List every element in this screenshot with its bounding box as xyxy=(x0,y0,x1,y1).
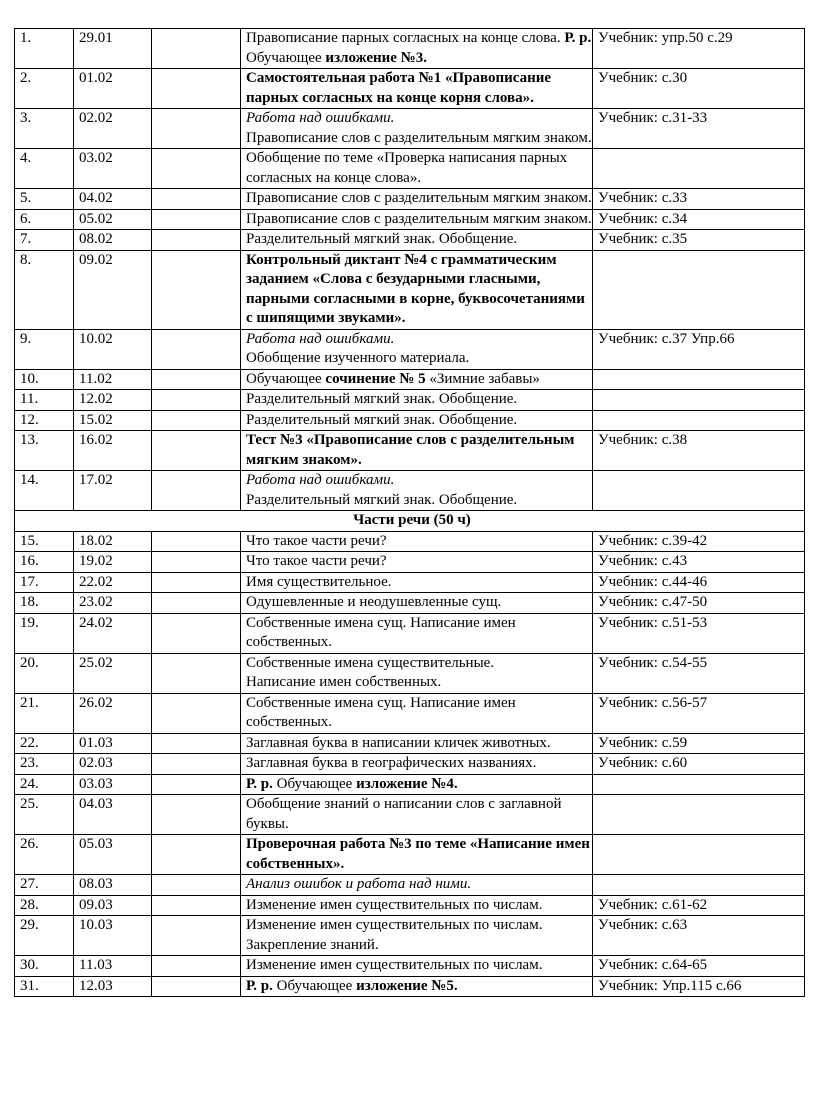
lesson-number: 12. xyxy=(15,410,74,431)
table-row xyxy=(15,149,805,189)
table-row xyxy=(15,189,805,210)
empty-cell xyxy=(152,149,241,189)
homework: Учебник: с.51-53 xyxy=(593,613,805,653)
empty-cell xyxy=(152,209,241,230)
lesson-date: 18.02 xyxy=(74,531,152,552)
table-row xyxy=(15,390,805,411)
homework: Учебник: с.44-46 xyxy=(593,572,805,593)
topic-line xyxy=(246,795,592,834)
lesson-number: 20. xyxy=(15,653,74,693)
lesson-topic xyxy=(241,390,593,411)
topic-text: Собственные имена сущ. Написание имен собственных. xyxy=(246,614,516,650)
topic-line xyxy=(246,754,592,774)
lesson-topic xyxy=(241,189,593,210)
topic-text: Закрепление знаний. xyxy=(246,936,379,953)
lesson-number: 24. xyxy=(15,774,74,795)
lesson-date: 16.02 xyxy=(74,431,152,471)
lesson-date: 12.03 xyxy=(74,976,152,997)
lesson-date: 05.03 xyxy=(74,835,152,875)
topic-text: Самостоятельная работа №1 «Правописание парных согласных на конце корня слова». xyxy=(246,70,552,106)
topic-text: Тест №3 «Правописание слов с разделительным мягким знаком». xyxy=(246,432,575,468)
topic-text: сочинение № 5 xyxy=(325,370,426,387)
lesson-topic xyxy=(241,471,593,511)
empty-cell xyxy=(152,250,241,329)
lesson-date: 01.02 xyxy=(74,69,152,109)
homework: Учебник: с.37 Упр.66 xyxy=(593,329,805,369)
table-row xyxy=(15,552,805,573)
lesson-date: 04.02 xyxy=(74,189,152,210)
empty-cell xyxy=(152,795,241,835)
topic-text: Разделительный мягкий знак. Обобщение. xyxy=(246,491,518,508)
lesson-topic xyxy=(241,653,593,693)
lesson-topic xyxy=(241,895,593,916)
lesson-number: 30. xyxy=(15,956,74,977)
lesson-date: 04.03 xyxy=(74,795,152,835)
empty-cell xyxy=(152,531,241,552)
table-row xyxy=(15,754,805,775)
topic-line xyxy=(246,573,592,593)
lesson-topic xyxy=(241,875,593,896)
topic-line xyxy=(246,129,592,149)
lesson-date: 29.01 xyxy=(74,29,152,69)
table-row xyxy=(15,329,805,369)
table-row xyxy=(15,733,805,754)
topic-text: Р. р. xyxy=(564,30,592,46)
homework: Учебник: с.33 xyxy=(593,189,805,210)
topic-line xyxy=(246,230,592,250)
lesson-date: 25.02 xyxy=(74,653,152,693)
lesson-topic xyxy=(241,613,593,653)
lesson-topic xyxy=(241,976,593,997)
homework: Учебник: с.54-55 xyxy=(593,653,805,693)
topic-line xyxy=(246,471,592,491)
empty-cell xyxy=(152,390,241,411)
homework xyxy=(593,390,805,411)
table-row xyxy=(15,29,805,69)
lesson-topic xyxy=(241,109,593,149)
lesson-date: 19.02 xyxy=(74,552,152,573)
topic-line xyxy=(246,411,592,431)
topic-line xyxy=(246,654,592,674)
table-row xyxy=(15,693,805,733)
lesson-number: 15. xyxy=(15,531,74,552)
homework xyxy=(593,149,805,189)
section-row xyxy=(15,511,805,532)
topic-line xyxy=(246,835,592,874)
empty-cell xyxy=(152,109,241,149)
lesson-date: 02.03 xyxy=(74,754,152,775)
empty-cell xyxy=(152,69,241,109)
topic-text: Работа над ошибками. xyxy=(246,110,395,126)
lesson-date: 24.02 xyxy=(74,613,152,653)
homework: Учебник: с.47-50 xyxy=(593,593,805,614)
homework: Учебник: с.59 xyxy=(593,733,805,754)
empty-cell xyxy=(152,593,241,614)
table-row xyxy=(15,774,805,795)
topic-text: Изменение имен существительных по числам. xyxy=(246,957,543,973)
lesson-topic xyxy=(241,774,593,795)
homework: Учебник: с.43 xyxy=(593,552,805,573)
empty-cell xyxy=(152,329,241,369)
homework xyxy=(593,875,805,896)
lesson-date: 26.02 xyxy=(74,693,152,733)
lesson-date: 12.02 xyxy=(74,390,152,411)
homework xyxy=(593,774,805,795)
topic-text: Правописание слов с разделительным мягким знаком. xyxy=(246,210,592,227)
table-row xyxy=(15,250,805,329)
lesson-topic xyxy=(241,795,593,835)
homework: Учебник: Упр.115 с.66 xyxy=(593,976,805,997)
lesson-topic xyxy=(241,733,593,754)
lesson-number: 19. xyxy=(15,613,74,653)
lesson-number: 13. xyxy=(15,431,74,471)
lesson-date: 15.02 xyxy=(74,410,152,431)
topic-text: Собственные имена сущ. Написание имен собственных. xyxy=(246,694,516,730)
lesson-date: 09.02 xyxy=(74,250,152,329)
empty-cell xyxy=(152,613,241,653)
lesson-number: 28. xyxy=(15,895,74,916)
lesson-date: 22.02 xyxy=(74,572,152,593)
topic-text: изложение №4. xyxy=(356,775,458,792)
topic-line xyxy=(246,149,592,188)
empty-cell xyxy=(152,410,241,431)
topic-text: Изменение имен существительных по числам. xyxy=(246,896,543,913)
topic-text: Заглавная буква в написании кличек животных. xyxy=(246,734,551,751)
topic-text: Что такое части речи? xyxy=(246,553,387,569)
topic-text: Обобщение по теме «Проверка написания парных согласных на конце слова». xyxy=(246,150,568,186)
lesson-date: 09.03 xyxy=(74,895,152,916)
lesson-number: 18. xyxy=(15,593,74,614)
lesson-date: 03.02 xyxy=(74,149,152,189)
topic-text: Написание имен собственных. xyxy=(246,674,442,690)
homework: Учебник: с.38 xyxy=(593,431,805,471)
homework xyxy=(593,471,805,511)
topic-text: Обобщение знаний о написании слов с заглавной буквы. xyxy=(246,796,562,832)
homework: Учебник: с.34 xyxy=(593,209,805,230)
homework: Учебник: с.64-65 xyxy=(593,956,805,977)
lesson-date: 11.03 xyxy=(74,956,152,977)
topic-line xyxy=(246,491,592,511)
lesson-topic xyxy=(241,593,593,614)
table-row xyxy=(15,471,805,511)
empty-cell xyxy=(152,875,241,896)
empty-cell xyxy=(152,976,241,997)
topic-line xyxy=(246,977,592,997)
topic-text: Правописание парных согласных на конце слова. xyxy=(246,30,565,46)
topic-line xyxy=(246,390,592,410)
lesson-topic xyxy=(241,552,593,573)
topic-line xyxy=(246,189,592,209)
table-row xyxy=(15,369,805,390)
lesson-number: 17. xyxy=(15,572,74,593)
empty-cell xyxy=(152,552,241,573)
topic-line xyxy=(246,896,592,916)
table-row xyxy=(15,795,805,835)
lesson-date: 08.02 xyxy=(74,230,152,251)
topic-line xyxy=(246,370,592,390)
topic-text: Обучающее xyxy=(246,370,326,387)
lesson-number: 1. xyxy=(15,29,74,69)
topic-line xyxy=(246,29,592,68)
lesson-plan-table xyxy=(14,28,805,997)
table-row xyxy=(15,613,805,653)
lesson-topic xyxy=(241,209,593,230)
topic-line xyxy=(246,593,592,613)
topic-line xyxy=(246,552,592,572)
lesson-topic xyxy=(241,835,593,875)
empty-cell xyxy=(152,653,241,693)
topic-text: Проверочная работа №3 по теме «Написание имен собственных». xyxy=(246,836,590,872)
empty-cell xyxy=(152,895,241,916)
table-row xyxy=(15,875,805,896)
lesson-topic xyxy=(241,572,593,593)
lesson-date: 10.02 xyxy=(74,329,152,369)
homework: Учебник: с.30 xyxy=(593,69,805,109)
lesson-number: 16. xyxy=(15,552,74,573)
topic-line xyxy=(246,614,592,653)
homework: Учебник: с.63 xyxy=(593,916,805,956)
lesson-topic xyxy=(241,29,593,69)
empty-cell xyxy=(152,189,241,210)
lesson-number: 22. xyxy=(15,733,74,754)
topic-text: изложение №3. xyxy=(325,49,427,66)
empty-cell xyxy=(152,956,241,977)
topic-text: Анализ ошибок и работа над ними. xyxy=(246,876,472,892)
lesson-number: 31. xyxy=(15,976,74,997)
topic-line xyxy=(246,69,592,108)
topic-line xyxy=(246,349,592,369)
table-row xyxy=(15,976,805,997)
topic-text: Контрольный диктант №4 с грамматическим заданием «Слова с безударными гласными, парными согласными в корне, буквосочетаниями с шипящими звуками». xyxy=(246,251,585,326)
topic-text: Правописание слов с разделительным мягким знаком. xyxy=(246,129,592,146)
lesson-topic xyxy=(241,693,593,733)
topic-text: Обучающее xyxy=(246,49,326,66)
topic-text: Что такое части речи? xyxy=(246,532,387,549)
empty-cell xyxy=(152,230,241,251)
lesson-number: 11. xyxy=(15,390,74,411)
table-row xyxy=(15,69,805,109)
lesson-topic xyxy=(241,956,593,977)
empty-cell xyxy=(152,572,241,593)
lesson-topic xyxy=(241,754,593,775)
topic-line xyxy=(246,330,592,350)
lesson-topic xyxy=(241,431,593,471)
empty-cell xyxy=(152,916,241,956)
homework: Учебник: упр.50 с.29 xyxy=(593,29,805,69)
lesson-number: 21. xyxy=(15,693,74,733)
topic-text: Работа над ошибками. xyxy=(246,330,395,347)
topic-line xyxy=(246,916,592,936)
empty-cell xyxy=(152,835,241,875)
lesson-topic xyxy=(241,230,593,251)
topic-text: Работа над ошибками. xyxy=(246,472,395,488)
lesson-topic xyxy=(241,369,593,390)
topic-text: Одушевленные и неодушевленные сущ. xyxy=(246,594,502,610)
homework: Учебник: с.31-33 xyxy=(593,109,805,149)
topic-line xyxy=(246,673,592,693)
lesson-topic xyxy=(241,329,593,369)
topic-text: «Зимние забавы» xyxy=(425,370,540,387)
topic-text: Разделительный мягкий знак. Обобщение. xyxy=(246,231,518,247)
lesson-number: 14. xyxy=(15,471,74,511)
table-row xyxy=(15,835,805,875)
empty-cell xyxy=(152,733,241,754)
empty-cell xyxy=(152,431,241,471)
homework xyxy=(593,369,805,390)
lesson-date: 01.03 xyxy=(74,733,152,754)
table-row xyxy=(15,572,805,593)
topic-line xyxy=(246,109,592,129)
lesson-number: 2. xyxy=(15,69,74,109)
table-row xyxy=(15,916,805,956)
lesson-date: 05.02 xyxy=(74,209,152,230)
topic-text: Правописание слов с разделительным мягким знаком. xyxy=(246,190,592,206)
empty-cell xyxy=(152,369,241,390)
homework xyxy=(593,795,805,835)
empty-cell xyxy=(152,754,241,775)
homework: Учебник: с.39-42 xyxy=(593,531,805,552)
topic-text: Р. р. xyxy=(246,775,273,792)
lesson-number: 5. xyxy=(15,189,74,210)
homework: Учебник: с.61-62 xyxy=(593,895,805,916)
table-row xyxy=(15,956,805,977)
topic-line xyxy=(246,734,592,754)
lesson-topic xyxy=(241,916,593,956)
topic-line xyxy=(246,694,592,733)
topic-text: Р. р. xyxy=(246,977,273,994)
lesson-number: 27. xyxy=(15,875,74,896)
lesson-topic xyxy=(241,410,593,431)
topic-text: Обобщение изученного материала. xyxy=(246,350,470,366)
lesson-number: 8. xyxy=(15,250,74,329)
topic-line xyxy=(246,956,592,976)
topic-line xyxy=(246,875,592,895)
lesson-date: 03.03 xyxy=(74,774,152,795)
table-row xyxy=(15,230,805,251)
homework xyxy=(593,835,805,875)
topic-text: Обучающее xyxy=(272,775,357,792)
lesson-number: 3. xyxy=(15,109,74,149)
section-title: Части речи (50 ч) xyxy=(15,511,805,532)
table-row xyxy=(15,653,805,693)
table-row xyxy=(15,895,805,916)
topic-text: Разделительный мягкий знак. Обобщение. xyxy=(246,411,518,428)
topic-line xyxy=(246,251,592,329)
topic-text: Заглавная буква в географических названиях. xyxy=(246,755,537,771)
topic-text: изложение №5. xyxy=(356,977,458,994)
lesson-date: 10.03 xyxy=(74,916,152,956)
lesson-date: 02.02 xyxy=(74,109,152,149)
empty-cell xyxy=(152,693,241,733)
lesson-number: 25. xyxy=(15,795,74,835)
lesson-topic xyxy=(241,69,593,109)
lesson-date: 23.02 xyxy=(74,593,152,614)
table-row xyxy=(15,109,805,149)
topic-text: Собственные имена существительные. xyxy=(246,654,495,671)
topic-text: Разделительный мягкий знак. Обобщение. xyxy=(246,391,518,407)
lesson-number: 26. xyxy=(15,835,74,875)
lesson-topic xyxy=(241,149,593,189)
empty-cell xyxy=(152,29,241,69)
lesson-date: 11.02 xyxy=(74,369,152,390)
topic-line xyxy=(246,775,592,795)
topic-line xyxy=(246,431,592,470)
homework xyxy=(593,250,805,329)
table-row xyxy=(15,531,805,552)
lesson-topic xyxy=(241,531,593,552)
topic-line xyxy=(246,210,592,230)
topic-line xyxy=(246,532,592,552)
lesson-date: 08.03 xyxy=(74,875,152,896)
lesson-number: 10. xyxy=(15,369,74,390)
topic-text: Изменение имен существительных по числам. xyxy=(246,917,543,933)
homework: Учебник: с.56-57 xyxy=(593,693,805,733)
lesson-number: 23. xyxy=(15,754,74,775)
lesson-topic xyxy=(241,250,593,329)
lesson-number: 6. xyxy=(15,209,74,230)
homework xyxy=(593,410,805,431)
lesson-date: 17.02 xyxy=(74,471,152,511)
table-row xyxy=(15,431,805,471)
empty-cell xyxy=(152,471,241,511)
lesson-number: 4. xyxy=(15,149,74,189)
homework: Учебник: с.35 xyxy=(593,230,805,251)
table-row xyxy=(15,593,805,614)
homework: Учебник: с.60 xyxy=(593,754,805,775)
lesson-number: 9. xyxy=(15,329,74,369)
table-row xyxy=(15,209,805,230)
empty-cell xyxy=(152,774,241,795)
topic-text: Обучающее xyxy=(272,977,357,994)
lesson-number: 7. xyxy=(15,230,74,251)
table-row xyxy=(15,410,805,431)
topic-line xyxy=(246,936,592,956)
lesson-number: 29. xyxy=(15,916,74,956)
topic-text: Имя существительное. xyxy=(246,573,392,590)
lesson-plan-body xyxy=(15,29,805,997)
